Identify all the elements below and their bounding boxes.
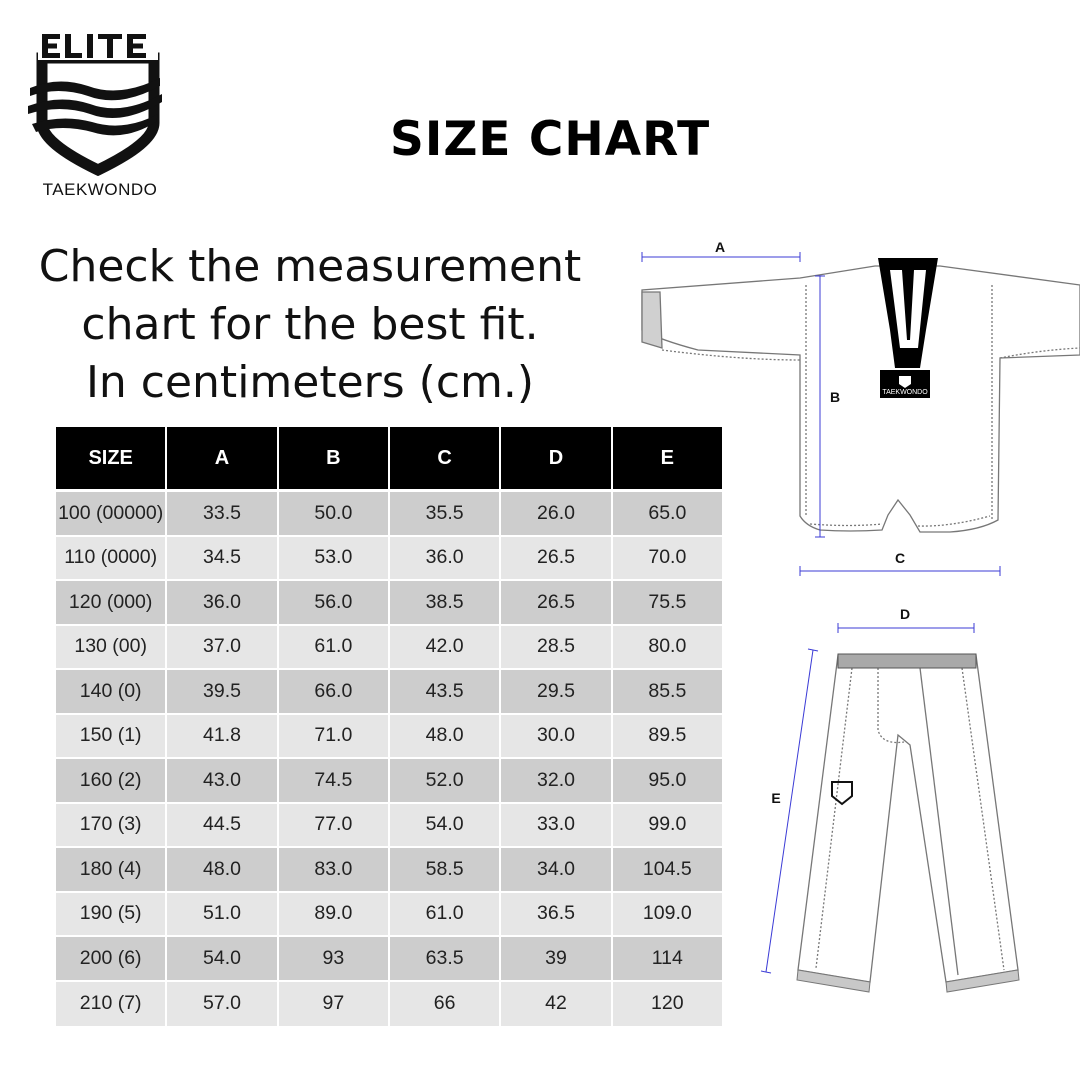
- header-a: A: [167, 427, 276, 492]
- cell-e: 65.0: [613, 492, 722, 537]
- intro-line-2: chart for the best fit.: [81, 299, 539, 350]
- page-title: SIZE CHART: [390, 112, 711, 167]
- cell-d: 28.5: [501, 626, 610, 671]
- cell-size: 200 (6): [56, 937, 165, 982]
- pants-outline: [798, 655, 1018, 982]
- header-d: D: [501, 427, 610, 492]
- cell-e: 95.0: [613, 759, 722, 804]
- cell-size: 190 (5): [56, 893, 165, 938]
- cell-a: 54.0: [167, 937, 276, 982]
- cell-b: 89.0: [279, 893, 388, 938]
- cell-c: 35.5: [390, 492, 499, 537]
- cell-size: 140 (0): [56, 670, 165, 715]
- pants-waistband: [838, 654, 976, 668]
- cell-d: 36.5: [501, 893, 610, 938]
- cell-d: 34.0: [501, 848, 610, 893]
- brand-logo: [20, 28, 180, 203]
- cell-b: 61.0: [279, 626, 388, 671]
- cell-a: 51.0: [167, 893, 276, 938]
- header-size: SIZE: [56, 427, 165, 492]
- cell-size: 110 (0000): [56, 537, 165, 582]
- cell-c: 54.0: [390, 804, 499, 849]
- cell-a: 34.5: [167, 537, 276, 582]
- cell-d: 42: [501, 982, 610, 1028]
- cell-a: 48.0: [167, 848, 276, 893]
- cell-d: 26.5: [501, 537, 610, 582]
- cell-c: 58.5: [390, 848, 499, 893]
- cell-b: 53.0: [279, 537, 388, 582]
- cell-size: 130 (00): [56, 626, 165, 671]
- cell-b: 56.0: [279, 581, 388, 626]
- cell-e: 120: [613, 982, 722, 1028]
- cell-a: 36.0: [167, 581, 276, 626]
- cell-d: 32.0: [501, 759, 610, 804]
- cell-b: 66.0: [279, 670, 388, 715]
- intro-line-3: In centimeters (cm.): [85, 357, 535, 408]
- header-e: E: [613, 427, 722, 492]
- cell-size: 180 (4): [56, 848, 165, 893]
- cell-d: 39: [501, 937, 610, 982]
- intro-line-1: Check the measurement: [38, 241, 582, 292]
- cell-b: 74.5: [279, 759, 388, 804]
- cell-d: 29.5: [501, 670, 610, 715]
- dimension-e-label: E: [771, 790, 781, 806]
- cell-size: 170 (3): [56, 804, 165, 849]
- cell-c: 61.0: [390, 893, 499, 938]
- header-b: B: [279, 427, 388, 492]
- cell-d: 33.0: [501, 804, 610, 849]
- cell-e: 70.0: [613, 537, 722, 582]
- cell-c: 42.0: [390, 626, 499, 671]
- intro-text: [30, 238, 590, 412]
- uniform-illustration: [620, 230, 1080, 1010]
- cell-size: 120 (000): [56, 581, 165, 626]
- dimension-d-label: D: [899, 606, 911, 622]
- cell-a: 44.5: [167, 804, 276, 849]
- cell-d: 26.0: [501, 492, 610, 537]
- cell-a: 37.0: [167, 626, 276, 671]
- collar-badge-text: TAEKWONDO: [882, 389, 928, 396]
- cell-c: 48.0: [390, 715, 499, 760]
- dimension-c-line: [800, 566, 1000, 576]
- cell-b: 71.0: [279, 715, 388, 760]
- cell-a: 39.5: [167, 670, 276, 715]
- cell-e: 85.5: [613, 670, 722, 715]
- cell-e: 89.5: [613, 715, 722, 760]
- dimension-c-label: C: [894, 550, 906, 566]
- cell-c: 66: [390, 982, 499, 1028]
- cell-e: 114: [613, 937, 722, 982]
- cell-d: 30.0: [501, 715, 610, 760]
- elite-shield-icon: [28, 28, 168, 176]
- dimension-d-line: [838, 623, 974, 633]
- garment-diagram: [620, 230, 1080, 1010]
- cell-a: 33.5: [167, 492, 276, 537]
- cell-e: 109.0: [613, 893, 722, 938]
- cell-e: 99.0: [613, 804, 722, 849]
- jacket-outline: [642, 266, 1080, 532]
- left-cuff: [642, 292, 662, 348]
- cell-b: 97: [279, 982, 388, 1028]
- cell-b: 77.0: [279, 804, 388, 849]
- dimension-a-label: A: [714, 239, 726, 255]
- cell-e: 104.5: [613, 848, 722, 893]
- cell-e: 80.0: [613, 626, 722, 671]
- cell-c: 63.5: [390, 937, 499, 982]
- cell-size: 160 (2): [56, 759, 165, 804]
- cell-d: 26.5: [501, 581, 610, 626]
- cell-c: 52.0: [390, 759, 499, 804]
- cell-c: 36.0: [390, 537, 499, 582]
- dimension-b-label: B: [829, 389, 841, 405]
- cell-b: 50.0: [279, 492, 388, 537]
- cell-c: 38.5: [390, 581, 499, 626]
- cell-e: 75.5: [613, 581, 722, 626]
- cell-c: 43.5: [390, 670, 499, 715]
- cell-b: 93: [279, 937, 388, 982]
- cell-b: 83.0: [279, 848, 388, 893]
- cell-a: 41.8: [167, 715, 276, 760]
- cell-a: 43.0: [167, 759, 276, 804]
- cell-size: 150 (1): [56, 715, 165, 760]
- brand-subtitle: TAEKWONDO: [42, 180, 158, 199]
- cell-size: 100 (00000): [56, 492, 165, 537]
- cell-a: 57.0: [167, 982, 276, 1028]
- cell-size: 210 (7): [56, 982, 165, 1028]
- header-c: C: [390, 427, 499, 492]
